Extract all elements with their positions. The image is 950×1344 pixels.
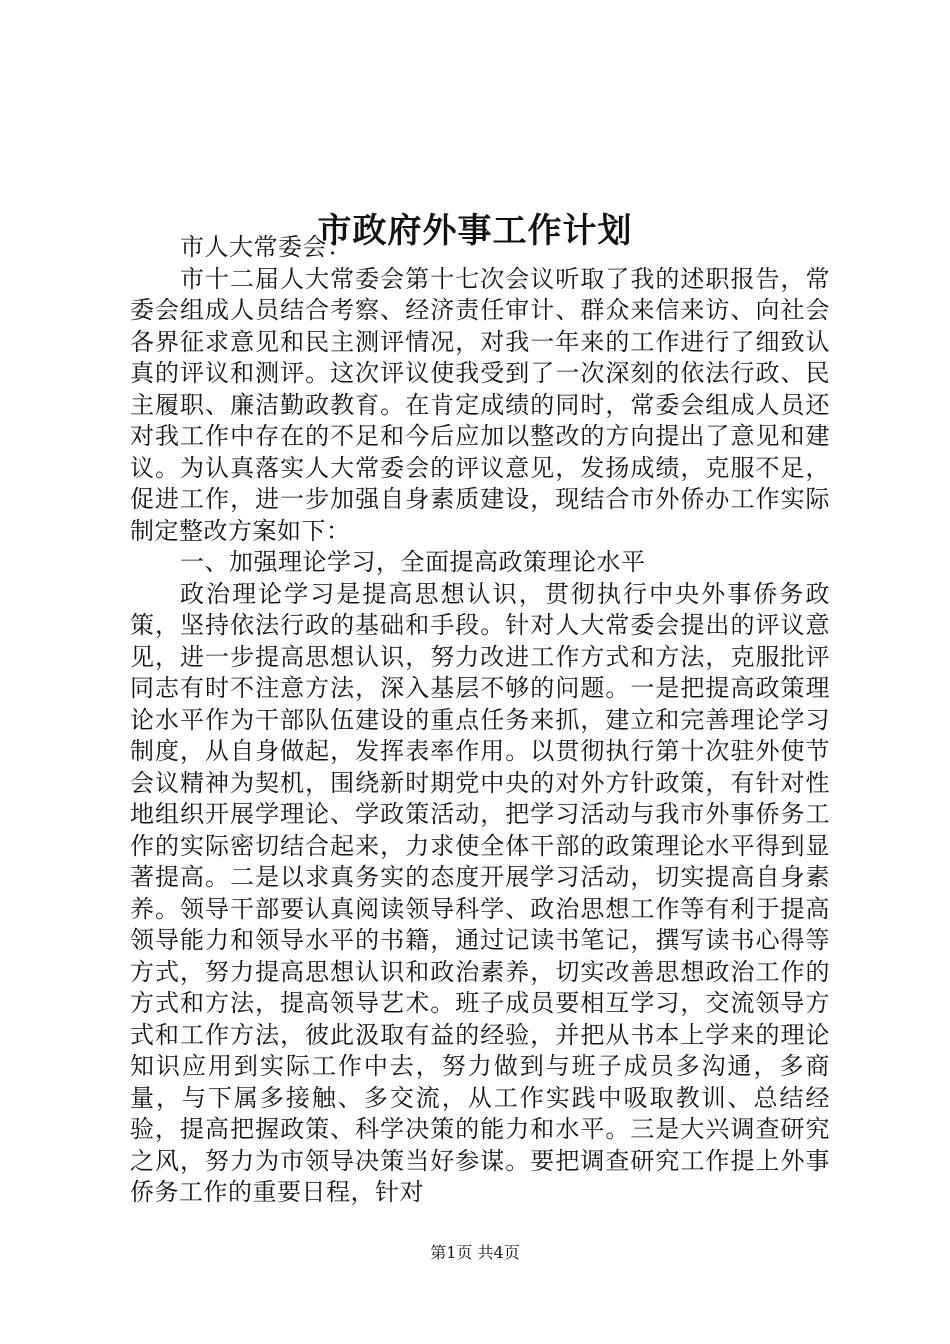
section-heading: 一、加强理论学习，全面提高政策理论水平: [180, 548, 646, 576]
salutation: 市人大常委会：: [180, 233, 352, 261]
document-body: [130, 232, 830, 1209]
document-title: 市政府外事工作计划: [317, 210, 633, 251]
page-footer: 第1页 共4页: [430, 1243, 520, 1262]
intro-paragraph: 市十二届人大常委会第十七次会议听取了我的述职报告，常委会组成人员结合考察、经济责任审计、群众来信来访、向社会各界征求意见和民主测评情况，对我一年来的工作进行了细致认真的评议和测评。这次评议使我受到了一次深刻的依法行政、民主履职、廉洁勤政教育。在肯定成绩的同时，常委会组成人员还对我工作中存在的不足和今后应加以整改的方向提出了意见和建议。为认真落实人大常委会的评议意见，发扬成绩，克服不足，促进工作，进一步加强自身素质建设，现结合市外侨办工作实际制定整改方案如下：: [130, 264, 830, 545]
section-paragraph: 政治理论学习是提高思想认识，贯彻执行中央外事侨务政策，坚持依法行政的基础和手段。针对人大常委会提出的评议意见，进一步提高思想认识，努力改进工作方式和方法，克服批评同志有时不注意方法，深入基层不够的问题。一是把提高政策理论水平作为干部队伍建设的重点任务来抓，建立和完善理论学习制度，从自身做起，发挥表率作用。以贯彻执行第十次驻外使节会议精神为契机，围绕新时期党中央的对外方针政策，有针对性地组织开展学理论、学政策活动，把学习活动与我市外事侨务工作的实际密切结合起来，力求使全体干部的政策理论水平得到显著提高。二是以求真务实的态度开展学习活动，切实提高自身素养。领导干部要认真阅读领导科学、政治思想工作等有利于提高领导能力和领导水平的书籍，通过记读书笔记，撰写读书心得等方式，努力提高思想认识和政治素养，切实改善思想政治工作的方式和方法，提高领导艺术。班子成员要相互学习，交流领导方式和工作方法，彼此汲取有益的经验，并把从书本上学来的理论知识应用到实际工作中去，努力做到与班子成员多沟通，多商量，与下属多接触、多交流，从工作实践中吸取教训、总结经验，提高把握政策、科学决策的能力和水平。三是大兴调查研究之风，努力为市领导决策当好参谋。要把调查研究工作提上外事侨务工作的重要日程，针对: [130, 579, 830, 1206]
